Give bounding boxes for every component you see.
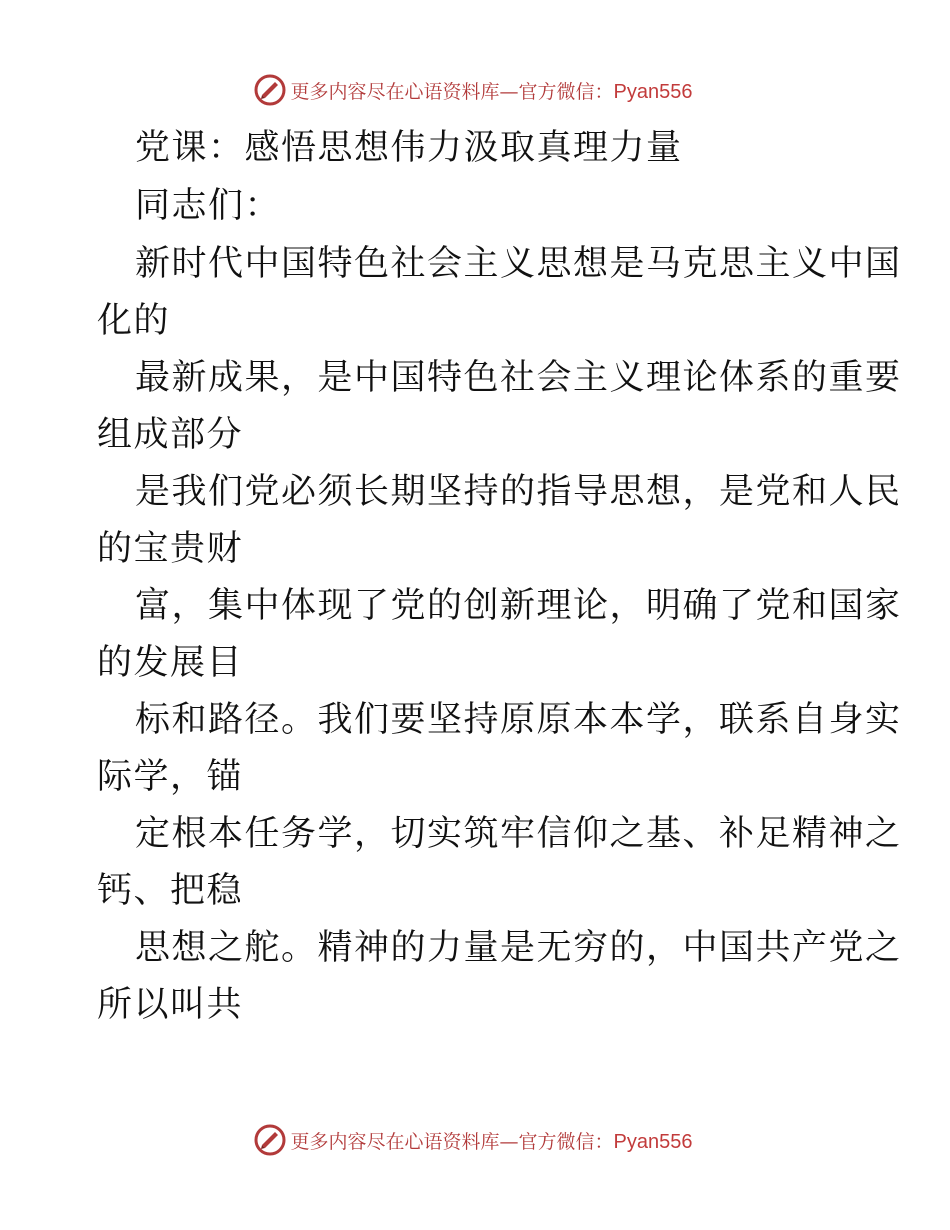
paragraph-line: 组成部分 (97, 415, 244, 455)
paragraph-line: 思想之舵。精神的力量是无穷的，中国共产党之 (135, 928, 902, 968)
library-logo-icon (253, 73, 287, 107)
footer-watermark (0, 1120, 950, 1160)
document-title: 党课：感悟思想伟力汲取真理力量 (135, 128, 683, 168)
paragraph-line: 定根本任务学，切实筑牢信仰之基、补足精神之 (135, 814, 902, 854)
paragraph-line: 新时代中国特色社会主义思想是马克思主义中国 (135, 244, 902, 284)
paragraph-line: 富，集中体现了党的创新理论，明确了党和国家 (135, 586, 902, 626)
header-watermark (0, 70, 950, 110)
paragraph-line: 钙、把稳 (97, 871, 244, 911)
library-logo-icon (253, 1123, 287, 1157)
paragraph-line: 际学，锚 (97, 757, 244, 797)
paragraph-line: 是我们党必须长期坚持的指导思想，是党和人民 (135, 472, 902, 512)
watermark-group (253, 1123, 693, 1157)
paragraph-line: 化的 (97, 301, 171, 341)
watermark-text: 更多内容尽在心语资料库—官方微信：Pyan556 (290, 80, 693, 103)
paragraph-line: 标和路径。我们要坚持原原本本学，联系自身实 (135, 700, 902, 740)
salutation: 同志们： (135, 186, 282, 226)
watermark-text: 更多内容尽在心语资料库—官方微信：Pyan556 (290, 1130, 693, 1153)
watermark-group (253, 73, 693, 107)
paragraph-line: 的发展目 (97, 643, 244, 683)
paragraph-line: 最新成果，是中国特色社会主义理论体系的重要 (135, 358, 902, 398)
paragraph-line: 的宝贵财 (97, 529, 244, 569)
paragraph-line: 所以叫共 (97, 985, 244, 1025)
